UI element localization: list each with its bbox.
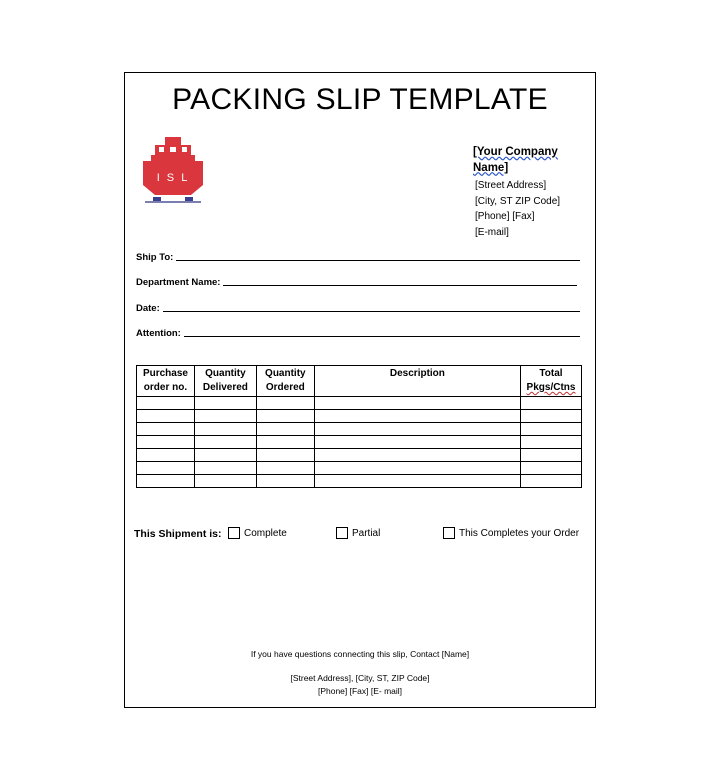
date-label: Date: <box>136 303 160 314</box>
footer-address: [Street Address], [City, ST, ZIP Code] <box>290 673 430 683</box>
table-cell[interactable] <box>314 423 520 436</box>
department-label: Department Name: <box>136 277 221 288</box>
table-row <box>137 462 582 475</box>
table-cell[interactable] <box>194 397 256 410</box>
complete-label: Complete <box>244 527 287 539</box>
table-cell[interactable] <box>256 462 314 475</box>
table-cell[interactable] <box>521 475 582 488</box>
table-cell[interactable] <box>314 475 520 488</box>
table-cell[interactable] <box>137 475 195 488</box>
company-city: [City, ST ZIP Code] <box>475 195 561 207</box>
attention-label: Attention: <box>136 328 181 339</box>
table-row <box>137 449 582 462</box>
complete-checkbox[interactable] <box>228 527 287 539</box>
table-cell[interactable] <box>314 449 520 462</box>
table-cell[interactable] <box>194 449 256 462</box>
table-cell[interactable] <box>137 462 195 475</box>
table-cell[interactable] <box>137 436 195 449</box>
checkbox-box[interactable] <box>336 527 348 539</box>
table-cell[interactable] <box>256 423 314 436</box>
table-cell[interactable] <box>194 475 256 488</box>
company-info <box>475 145 595 240</box>
table-cell[interactable] <box>314 397 520 410</box>
table-cell[interactable] <box>521 410 582 423</box>
footer-contact: If you have questions connecting this slip, Contact [Name] <box>250 649 470 659</box>
table-row <box>137 423 582 436</box>
header-quantity-delivered: Quantity Delivered <box>194 366 256 397</box>
table-row <box>137 410 582 423</box>
table-cell[interactable] <box>314 410 520 423</box>
table-cell[interactable] <box>314 462 520 475</box>
company-street: [Street Address] <box>475 180 547 191</box>
department-field[interactable] <box>136 274 577 288</box>
header-description: Description <box>314 366 520 397</box>
ship-logo-icon <box>141 137 205 205</box>
table-header-row <box>137 366 582 397</box>
completes-order-checkbox[interactable] <box>443 527 579 539</box>
table-cell[interactable] <box>256 410 314 423</box>
page-title: PACKING SLIP TEMPLATE <box>172 83 548 116</box>
table-cell[interactable] <box>521 423 582 436</box>
table-cell[interactable] <box>194 410 256 423</box>
table-cell[interactable] <box>256 436 314 449</box>
shipment-label: This Shipment is: <box>134 528 222 540</box>
checkbox-box[interactable] <box>443 527 455 539</box>
table-cell[interactable] <box>521 397 582 410</box>
table-cell[interactable] <box>194 462 256 475</box>
attention-field[interactable] <box>136 325 580 339</box>
table-cell[interactable] <box>137 410 195 423</box>
table-row <box>137 436 582 449</box>
table-cell[interactable] <box>521 462 582 475</box>
ship-to-label: Ship To: <box>136 252 174 263</box>
company-phone: [Phone] [Fax] <box>475 211 535 222</box>
table-cell[interactable] <box>521 436 582 449</box>
footer-phone: [Phone] [Fax] [E- mail] <box>317 686 403 696</box>
packing-slip-page <box>124 72 596 708</box>
table-cell[interactable] <box>256 397 314 410</box>
table-cell[interactable] <box>137 449 195 462</box>
company-email: [E-mail] <box>475 226 509 238</box>
table-cell[interactable] <box>137 397 195 410</box>
company-name: [Your Company Name] <box>473 146 558 174</box>
items-table <box>136 365 582 488</box>
ship-to-field[interactable] <box>136 249 580 263</box>
table-cell[interactable] <box>137 423 195 436</box>
header-total-pkgs: Total Pkgs/Ctns <box>521 366 582 397</box>
table-cell[interactable] <box>194 436 256 449</box>
table-row <box>137 397 582 410</box>
shipment-status <box>134 527 584 543</box>
logo-text: I S L <box>156 172 190 184</box>
completes-order-label: This Completes your Order <box>459 527 580 539</box>
table-cell[interactable] <box>314 436 520 449</box>
partial-label: Partial <box>352 527 381 539</box>
table-cell[interactable] <box>256 449 314 462</box>
table-cell[interactable] <box>521 449 582 462</box>
date-field[interactable] <box>136 300 580 314</box>
header-quantity-ordered: Quantity Ordered <box>256 366 314 397</box>
table-cell[interactable] <box>194 423 256 436</box>
table-cell[interactable] <box>256 475 314 488</box>
header-purchase-order: Purchase order no. <box>137 366 195 397</box>
checkbox-box[interactable] <box>228 527 240 539</box>
table-row <box>137 475 582 488</box>
partial-checkbox[interactable] <box>336 527 380 539</box>
